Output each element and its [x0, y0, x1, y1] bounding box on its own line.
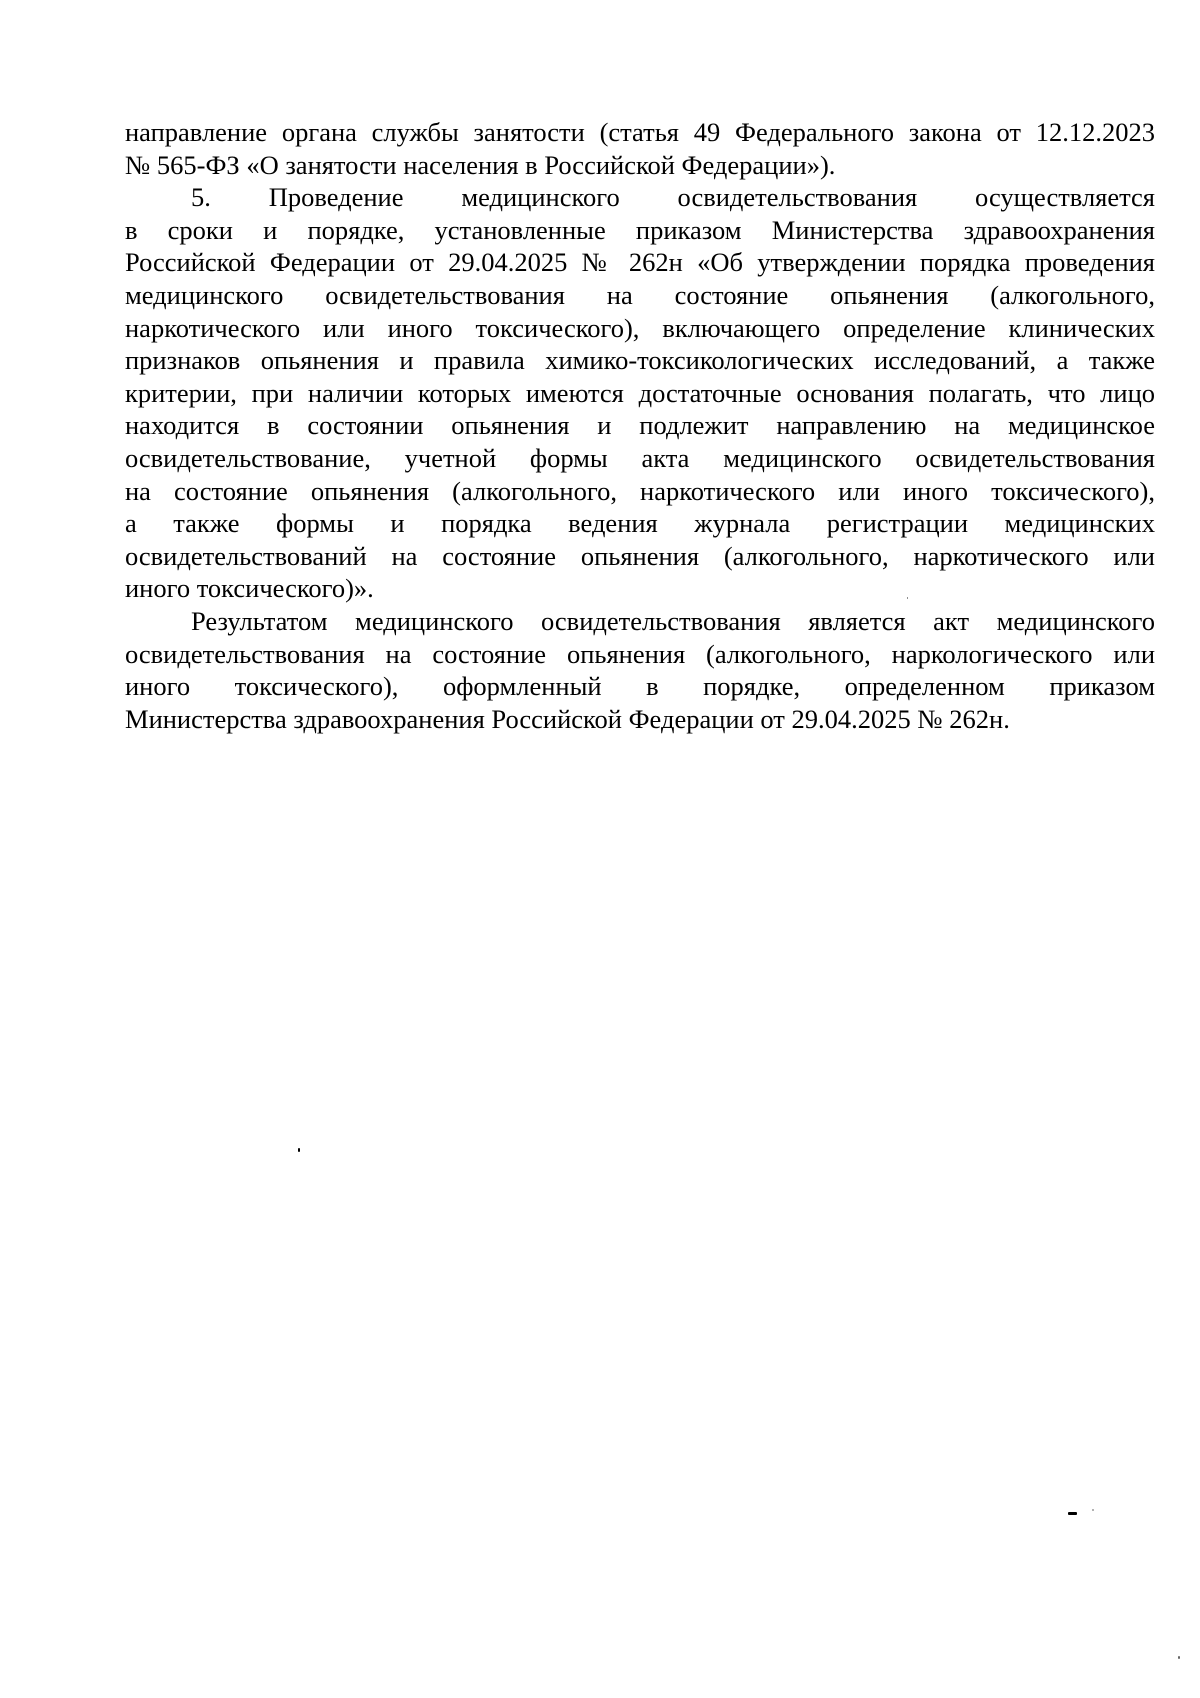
text-line: освидетельствований на состояние опьянения (алкогольного, наркотического или: [125, 540, 1155, 571]
text-line: иного токсического), оформленный в порядке, определенном приказом: [125, 671, 1155, 702]
scan-speck: [298, 1148, 300, 1152]
text-line: освидетельствование, учетной формы акта медицинского освидетельствования: [125, 442, 1155, 473]
text-line: находится в состоянии опьянения и подлежит направлению на медицинское: [125, 410, 1155, 441]
text-line: признаков опьянения и правила химико-токсикологических исследований, а также: [125, 345, 1155, 376]
text-line: на состояние опьянения (алкогольного, наркотического или иного токсического),: [125, 475, 1155, 506]
text-line: критерии, при наличии которых имеются достаточные основания полагать, что лицо: [125, 377, 1155, 408]
text-line: № 565-ФЗ «О занятости населения в Российской Федерации»).: [125, 149, 836, 180]
text-line: а также формы и порядка ведения журнала регистрации медицинских: [125, 508, 1155, 539]
text-line: наркотического или иного токсического), включающего определение клинических: [125, 312, 1155, 343]
text-line: Министерства здравоохранения Российской Федерации от 29.04.2025 № 262н.: [125, 703, 1010, 734]
document-body: [125, 116, 1155, 735]
text-line: в сроки и порядке, установленные приказом Министерства здравоохранения: [125, 214, 1155, 245]
scan-speck: [1068, 1512, 1077, 1515]
scan-speck: [907, 597, 908, 599]
text-line: иного токсического)».: [125, 573, 374, 604]
scan-speck: [1178, 1656, 1180, 1659]
text-line: Российской Федерации от 29.04.2025 № 262н «Об утверждении порядка проведения: [125, 247, 1155, 278]
paragraph-start-line: 5. Проведение медицинского освидетельствования осуществляется: [191, 182, 1155, 213]
text-line: направление органа службы занятости (статья 49 Федерального закона от 12.12.2023: [125, 117, 1155, 147]
paragraph-start-line: Результатом медицинского освидетельствования является акт медицинского: [191, 605, 1155, 636]
scan-speck: [1092, 1509, 1094, 1511]
text-line: медицинского освидетельствования на состояние опьянения (алкогольного,: [125, 279, 1155, 310]
text-line: освидетельствования на состояние опьянения (алкогольного, наркологического или: [125, 638, 1155, 669]
